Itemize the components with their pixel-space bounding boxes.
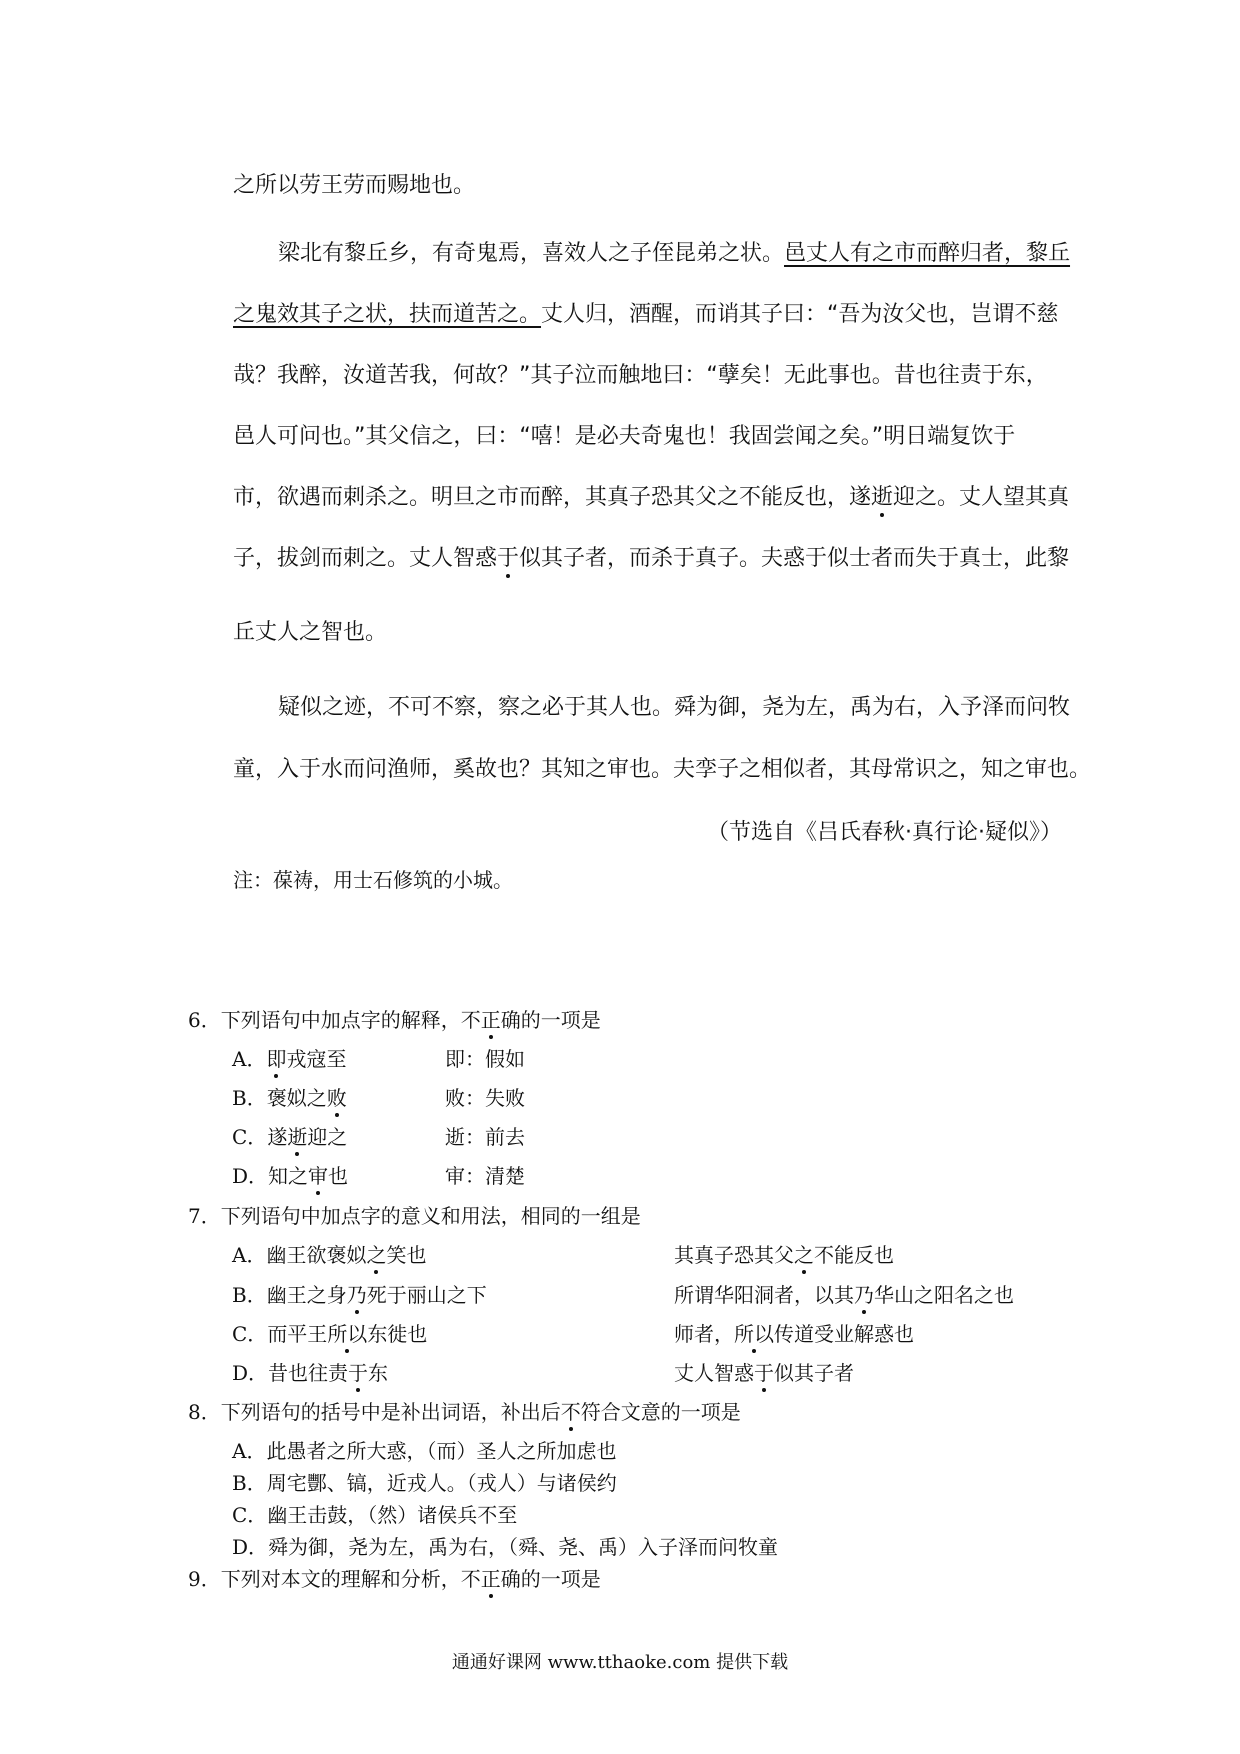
dotted-char: 于 [754, 1361, 774, 1385]
dotted-char: 之 [794, 1243, 814, 1267]
underlined-text: 邑丈人有之市而醉归者，黎丘 [784, 241, 1071, 266]
option-text: 其真子恐其父 [674, 1243, 794, 1267]
option-label: D． [232, 1535, 269, 1559]
dotted-char: 所以 [327, 1322, 368, 1346]
question-9-stem [188, 1563, 601, 1592]
option-text: 幽王之身 [266, 1283, 347, 1307]
page-footer: 通通好课网 www.tthaoke.com 提供下载 [451, 1652, 789, 1673]
option-text: 不能反也 [814, 1243, 894, 1267]
passage-text: 子，拔剑而刺之。丈人智惑 [233, 546, 498, 571]
option [232, 1531, 778, 1560]
option-text: 东徙也 [367, 1322, 428, 1346]
dotted-char: 败 [326, 1086, 347, 1110]
option-text: 知之 [268, 1164, 309, 1188]
option-label: D． [232, 1361, 269, 1385]
option-left [232, 1318, 427, 1347]
question-7-stem [188, 1200, 641, 1229]
passage-line: 童，入于水而问渔师，奚故也？其知之审也。夫孪子之相似者，其母常识之，知之审也。 [233, 757, 1092, 782]
option-explanation: 逝：前去 [445, 1125, 525, 1149]
option-label: B． [232, 1086, 267, 1110]
stem-text: 下列语句中加点字的意义和用法，相同的一组是 [220, 1204, 641, 1228]
option [232, 1467, 617, 1496]
option [232, 1160, 348, 1189]
dotted-char: 逝 [287, 1125, 308, 1149]
passage-text: 市，欲遇而刺杀之。明旦之市而醉，其真子恐其父之不能反也，遂 [233, 485, 872, 510]
option-label: D． [232, 1164, 269, 1188]
option-text: 而平王 [267, 1322, 328, 1346]
option-right [674, 1318, 914, 1347]
question-6-stem [188, 1004, 601, 1033]
passage-line [233, 297, 1058, 328]
passage-line: 之所以劳王劳而赐地也。 [233, 173, 476, 198]
option-left [232, 1279, 487, 1308]
stem-text: 符合文意的一项是 [580, 1400, 741, 1424]
option-label: C． [232, 1125, 268, 1149]
passage-line: 丘丈人之智也。 [233, 620, 388, 645]
option [232, 1082, 347, 1111]
option-label: A． [232, 1243, 267, 1267]
option-label: A． [232, 1439, 267, 1463]
question-number: 7． [188, 1204, 221, 1228]
option-label: B． [232, 1283, 267, 1307]
option-text: 笑也 [386, 1243, 427, 1267]
option-right [674, 1279, 1014, 1308]
option-text: 也 [328, 1164, 349, 1188]
source-citation: （节选自《吕氏春秋·真行论·疑似》） [707, 820, 1062, 845]
option-text: 此愚者之所大惑，（而）圣人之所加虑也 [266, 1439, 617, 1463]
dotted-text: 不 [560, 1400, 581, 1424]
option-text: 师者， [674, 1322, 734, 1346]
option-text: 所谓华阳洞者，以其 [674, 1283, 854, 1307]
option-right [674, 1357, 854, 1386]
question-number: 8． [188, 1400, 221, 1424]
option-text: 幽王欲褒姒 [266, 1243, 367, 1267]
dotted-char: 于 [348, 1361, 369, 1385]
passage-line [233, 480, 1069, 511]
stem-text: 下列语句的括号中是补出词语，补出后 [220, 1400, 561, 1424]
option-text: 褒姒之 [266, 1086, 327, 1110]
option-text: 东 [368, 1361, 389, 1385]
option-explanation: 败：失败 [445, 1086, 525, 1110]
option-label: B． [232, 1471, 267, 1495]
option-explanation: 即：假如 [445, 1047, 525, 1071]
stem-text: 下列对本文的理解和分析， [220, 1567, 461, 1591]
question-number: 6． [188, 1008, 221, 1032]
option-text: 戎寇至 [286, 1047, 347, 1071]
option-text: 周宅酆、镐，近戎人。（戎人）与诸侯约 [266, 1471, 617, 1495]
option-explanation: 审：清楚 [445, 1164, 525, 1188]
underlined-text: 之鬼效其子之状，扶而道苦之。 [233, 302, 542, 327]
option [232, 1043, 346, 1072]
passage-text: 似其子者，而杀于真子。夫惑于似士者而失于真士，此黎 [519, 546, 1070, 571]
dotted-char: 审 [308, 1164, 329, 1188]
option [232, 1121, 347, 1150]
option-label: C． [232, 1503, 268, 1527]
option [232, 1499, 517, 1528]
stem-text: 的一项是 [520, 1567, 601, 1591]
dotted-char: 于 [497, 546, 520, 571]
question-8-stem [188, 1396, 741, 1425]
option [232, 1435, 616, 1464]
passage-line: 哉？我醉，汝道苦我，何故？”其子泣而触地曰：“孽矣！无此事也。昔也往责于东， [233, 363, 1048, 388]
dotted-text: 不正确 [460, 1008, 521, 1032]
passage-line: 邑人可问也。”其父信之，曰：“嘻！是必夫奇鬼也！我固尝闻之矣。”明日端复饮于 [233, 424, 1016, 449]
passage-line [233, 541, 1069, 572]
dotted-char: 所以 [734, 1322, 774, 1346]
option-text: 幽王击鼓，（然）诸侯兵不至 [267, 1503, 518, 1527]
passage-text: 梁北有黎丘乡，有奇鬼焉，喜效人之子侄昆弟之状。 [278, 241, 785, 266]
stem-text: 的一项是 [520, 1008, 601, 1032]
option-text: 传道受业解惑也 [774, 1322, 914, 1346]
option-left [232, 1357, 388, 1386]
dotted-char: 逝 [871, 485, 894, 510]
option-right [674, 1239, 894, 1268]
option-text: 遂 [267, 1125, 288, 1149]
option-text: 死于丽山之下 [366, 1283, 487, 1307]
option-text: 舜为御，尧为左，禹为右，（舜、尧、禹）入子泽而问牧童 [268, 1535, 779, 1559]
option-text: 迎之 [307, 1125, 348, 1149]
passage-text: 丈人归，酒醒，而诮其子曰：“吾为汝父也，岂谓不慈 [541, 302, 1059, 327]
dotted-text: 不正确 [460, 1567, 521, 1591]
passage-line [278, 236, 1070, 267]
dotted-char: 之 [366, 1243, 387, 1267]
dotted-char: 乃 [346, 1283, 367, 1307]
option-text: 似其子者 [774, 1361, 854, 1385]
question-number: 9． [188, 1567, 221, 1591]
dotted-char: 乃 [854, 1283, 874, 1307]
option-label: C． [232, 1322, 268, 1346]
stem-text: 下列语句中加点字的解释， [220, 1008, 461, 1032]
option-label: A． [232, 1047, 267, 1071]
option-text: 华山之阳名之也 [874, 1283, 1014, 1307]
dotted-char: 即 [266, 1047, 287, 1071]
option-text: 丈人智惑 [674, 1361, 754, 1385]
option-left [232, 1239, 426, 1268]
passage-text: 迎之。丈人望其真 [893, 485, 1070, 510]
passage-line: 疑似之迹，不可不察，察之必于其人也。舜为御，尧为左，禹为右，入予泽而问牧 [278, 695, 1071, 720]
footnote: 注：葆祷，用士石修筑的小城。 [233, 868, 513, 892]
option-text: 昔也往责 [268, 1361, 349, 1385]
